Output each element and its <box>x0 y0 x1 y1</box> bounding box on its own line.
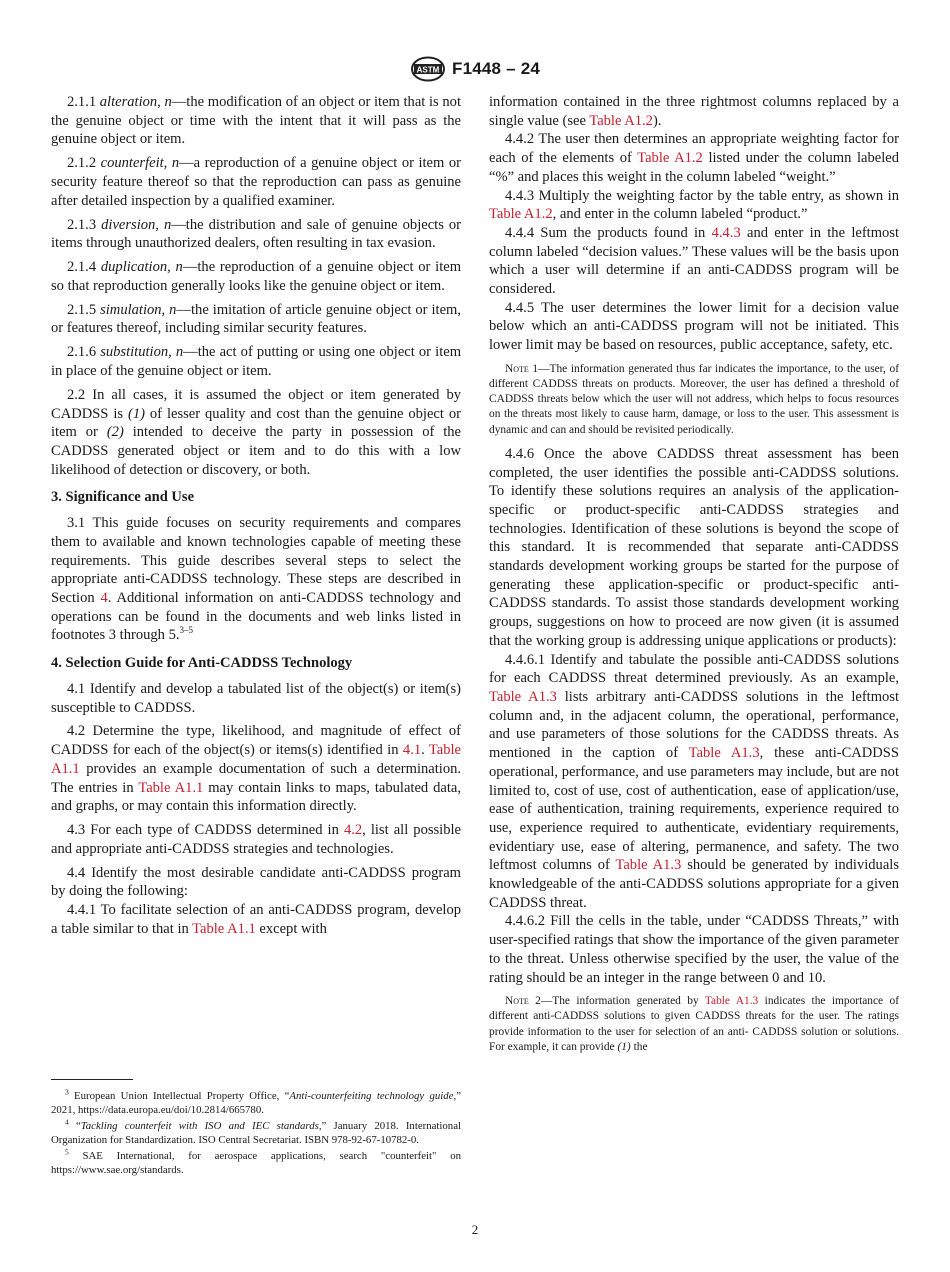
table-a1-3-link[interactable]: Table A1.3 <box>704 995 759 1008</box>
table-a1-2-link[interactable]: Table A1.2 <box>589 112 653 129</box>
paragraph-4-4-1: 4.4.1 To facilitate selection of an anti-CADDSS program, develop a table similar to that in Table A1.1 except with <box>51 902 461 937</box>
paragraph-4-4-5: 4.4.5 The user determines the lower limit for a decision value below which an anti-CADDSS program will not be initiated. This lower limit may be based on resources, public acceptance, safety, etc. <box>489 299 899 354</box>
footnote-5: $^5$ SAE International, for aerospace applications, search "counterfeit" on https://www.sae.org/standards. <box>51 1147 461 1177</box>
paragraph-4-3: 4.3 For each type of CADDSS determined in 4.2, list all possible and appropriate anti-CADDSS strategies and technologies. <box>51 822 461 857</box>
paragraph-4-4-6: 4.4.6 Once the above CADDSS threat assessment has been completed, the user identifies the possible anti-CADDSS solutions. To identify these solutions requires an analysis of the application-specific or product-specific anti-CADDSS strategies and technologies. Identification of these solutions is beyond the scope of this standard. It is recommended that separate anti-CADDSS standards development working groups be started for the purpose of generating these application-specific or product-specific anti-CADDSS standards. To assist those standards development working groups, suggestions on how to proceed are now given (it is assumed that the working group is addressing unique applications or products): <box>489 445 899 649</box>
definition-substitution: 2.1.6 substitution, n—the act of putting or using one object or item in place of the genuine object or item. <box>51 344 462 380</box>
standard-number: F1448 – 24 <box>451 59 540 78</box>
definition-alteration: 2.1.1 alteration, n—the modification of an object or item that is not the genuine object or time with the intent that it will pass as the genuine object or item. <box>51 94 461 148</box>
svg-text:ASTM: ASTM <box>416 65 440 75</box>
definition-counterfeit: 2.1.2 counterfeit, n—a reproduction of a genuine object or item or security feature thereof so that the reproduction can pass as genuine after detailed inspection by a qualified examiner. <box>51 155 461 209</box>
footnote-4: $^4$ “Tackling counterfeit with ISO and IEC standards,” January 2018. International Organization for Standardization. ISO Central Secretariat. ISBN 978-92-67-10782-0. <box>51 1117 461 1147</box>
table-a1-1-link[interactable]: Table A1.1 <box>138 779 204 796</box>
paragraph-4-4-3: 4.4.3 Multiply the weighting factor by the table entry, as shown in Table A1.2, and enter in the column labeled “product.” <box>489 187 899 223</box>
paragraph-4-4-1-continued: information contained in the three rightmost columns replaced by a single value (see Table A1.2). <box>489 94 899 129</box>
table-a1-2-link[interactable]: Table A1.2 <box>489 206 553 223</box>
definition-diversion: 2.1.3 diversion, n—the distribution and sale of genuine objects or items through unauthorized dealers, often resulting in tax evasion. <box>51 216 462 252</box>
footnote-3: $^3$ European Union Intellectual Property Office, “Anti-counterfeiting technology guide,” 2021, https://data.europa.eu/doi/10.2814/665780. <box>51 1087 461 1117</box>
note-2: Note 2—The information generated by Table A1.3 indicates the importance of different anti-CADDSS solutions to given CADDSS threats for the user. The ratings provide information to the user for selection of an anti- CADDSS solution or solutions. For example, it can provide (1) the <box>489 995 900 1053</box>
right-column <box>489 93 899 1062</box>
definition-duplication: 2.1.4 duplication, n—the reproduction of a genuine object or item so that reproduction generally looks like the genuine object or item. <box>51 259 462 294</box>
table-a1-1-link[interactable]: Table A1.1 <box>51 742 462 777</box>
paragraph-4-4-6-1: 4.4.6.1 Identify and tabulate the possible anti-CADDSS solutions for each CADDSS threat determined previously. As an example, Table A1.3 lists arbitrary anti-CADDSS solutions in the leftmost column and, in the adjacent column, the operational, performance, and use parameters of those solutions for the CADDSS threats. As mentioned in the caption of Table A1.3, these anti-CADDSS operational, performance, and use parameters may include, but are not limited to, cost of use, cost of authentication, ease of application/use, ease of authentication, training requirements, experience required to use, experience required to authenticate, evidentiary requirements, evidentiary use, ease of altering, permanence, and safety. The two leftmost columns of Table A1.3 should be generated by individuals knowledgeable of the anti-CADDSS solutions appropriate for a given CADDSS threat. <box>489 651 899 911</box>
paragraph-4-1: 4.1 Identify and develop a tabulated list of the object(s) or item(s) susceptible to CADDSS. <box>51 680 461 716</box>
astm-logo-icon <box>410 56 446 82</box>
table-a1-3-link[interactable]: Table A1.3 <box>489 689 557 705</box>
paragraph-3-1: 3.1 This guide focuses on security requirements and compares them to available and known technologies capable of meeting these requirements. This guide describes several steps to select the appropriate anti-CADDSS technology. These steps are described in Section 4. Additional information on anti-CADDSS technology and operations can be found in the documents and web links listed in footnotes 3 through 5.$^{3-5}$ <box>51 515 461 644</box>
section-3-heading: 3. Significance and Use <box>51 489 195 506</box>
page-number: 2 <box>471 1222 479 1237</box>
table-a1-3-link[interactable]: Table A1.3 <box>688 745 760 762</box>
page-header <box>0 56 950 82</box>
section-4-link[interactable]: 4 <box>100 590 108 606</box>
table-a1-2-link[interactable]: Table A1.2 <box>637 150 703 167</box>
paragraph-4-2: 4.2 Determine the type, likelihood, and magnitude of effect of CADDSS for each of the object(s) or items(s) identified in 4.1. Table A1.1 provides an example documentation of such a determination. The entries in Table A1.1 may contain links to maps, tabulated data, and graphs, or may contain this information directly. <box>51 723 462 815</box>
ref-4-2-link[interactable]: 4.2 <box>343 822 363 839</box>
paragraph-4-4-4: 4.4.4 Sum the products found in 4.4.3 and enter in the leftmost column labeled “decision values.” These values will be the basis upon which a user will determine if an anti-CADDSS program will be considered. <box>489 224 899 298</box>
table-a1-1-link[interactable]: Table A1.1 <box>192 920 256 937</box>
ref-4-1-link[interactable]: 4.1 <box>402 742 422 759</box>
paragraph-4-4-2: 4.4.2 The user then determines an appropriate weighting factor for each of the elements of Table A1.2 listed under the column labeled “%” and places this weight in the column labeled “weight.” <box>489 131 899 185</box>
section-4-heading: 4. Selection Guide for Anti-CADDSS Technology <box>51 655 353 672</box>
ref-4-4-3-link[interactable]: 4.4.3 <box>711 224 741 241</box>
paragraph-4-4-6-2: 4.4.6.2 Fill the cells in the table, under “CADDSS Threats,” with user-specified ratings that show the importance of the given parameter to the threat. Unless otherwise specified by the user, the value of the rating should be an integer in the range between 0 and 10. <box>489 913 899 986</box>
footnotes <box>51 1089 461 1178</box>
definition-simulation: 2.1.5 simulation, n—the imitation of article genuine object or item, or features thereof, including similar security features. <box>51 301 461 337</box>
footnote-divider <box>51 1079 133 1080</box>
note-1: Note 1—The information generated thus far indicates the importance, to the user, of different CADDSS threats on products. Moreover, the user has defined a threshold of CADDSS threats below which the user will not address, which helps to focus resources on the threats most likely to cause harm, damage, or loss to the user. This assessment is dynamic and can and should be revisited periodically. <box>489 362 899 436</box>
paragraph-4-4: 4.4 Identify the most desirable candidate anti-CADDSS program by doing the following: <box>51 864 461 900</box>
paragraph-2-2: 2.2 In all cases, it is assumed the object or item generated by CADDSS is (1) of lesser quality and cost than the genuine object or item or (2) intended to deceive the party in possession of the CADDSS generated object or item and to do this with a low likelihood of detection or discovery, or both. <box>51 386 462 478</box>
left-column <box>51 93 461 944</box>
table-a1-3-link[interactable]: Table A1.3 <box>615 857 682 874</box>
